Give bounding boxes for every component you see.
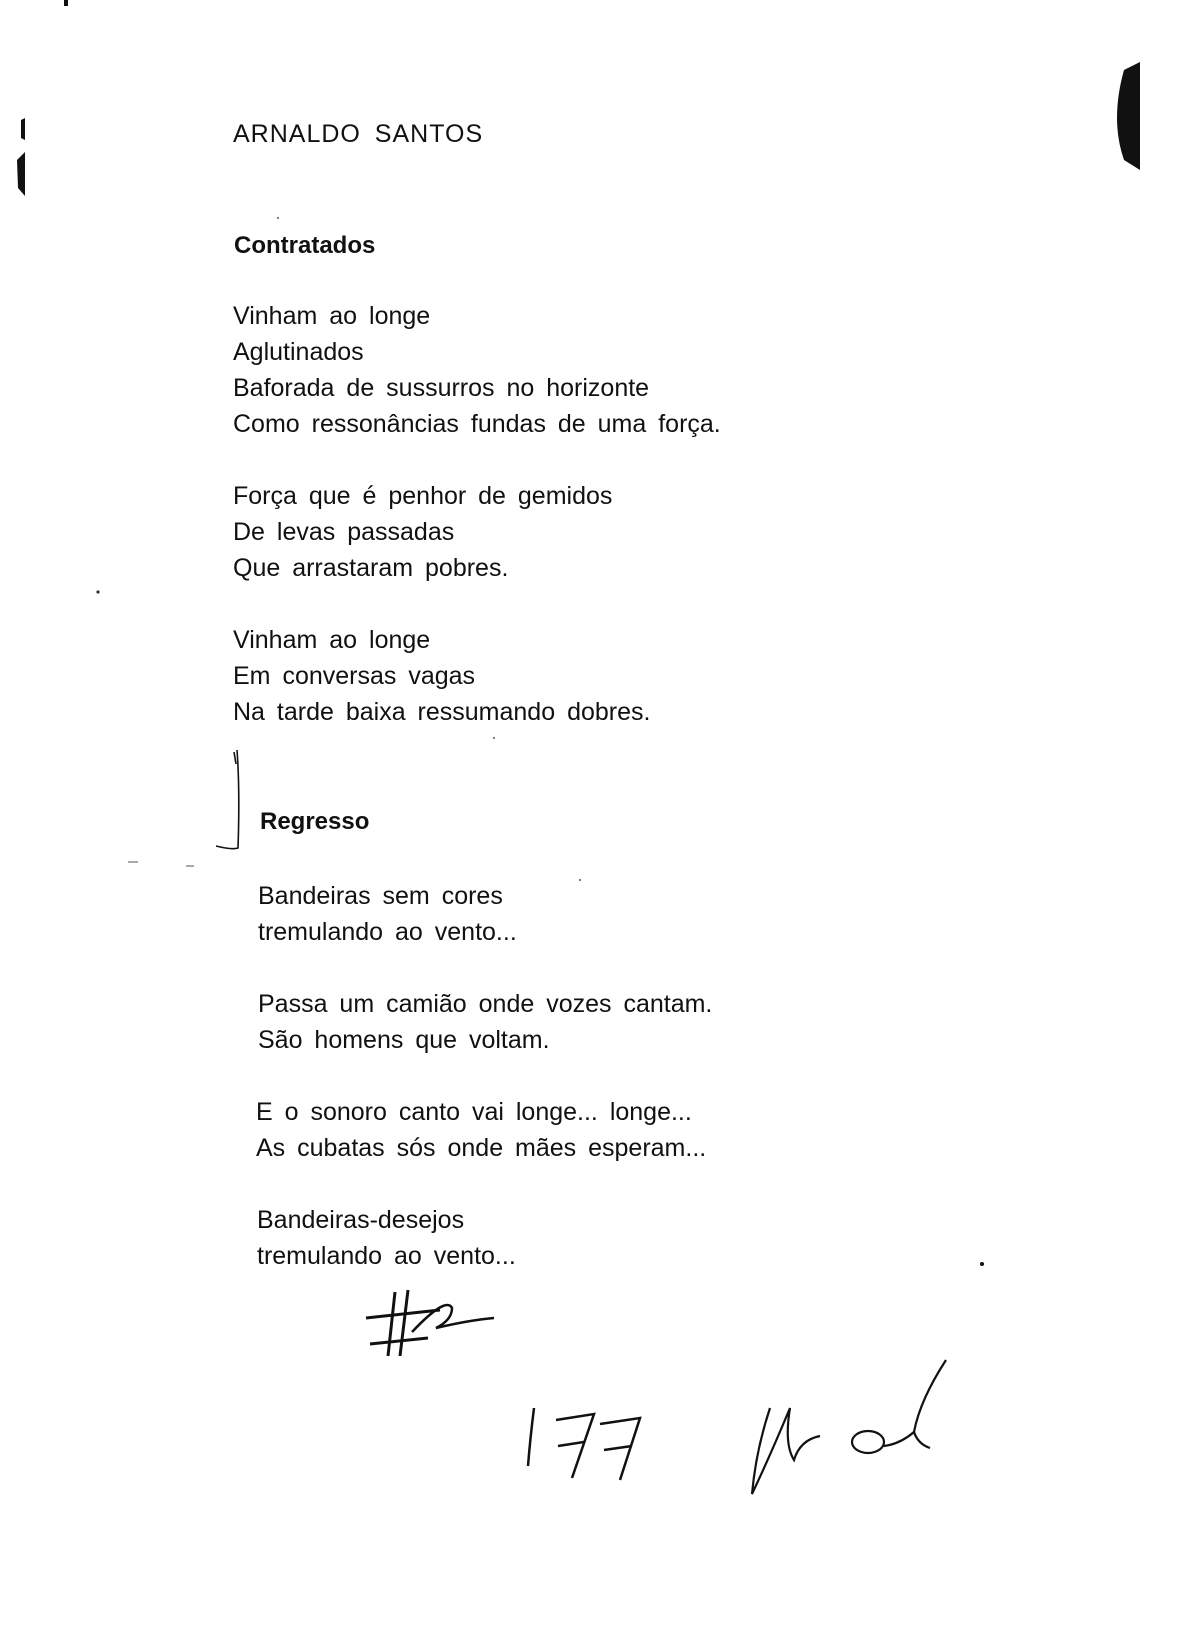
poem-line: E o sonoro canto vai longe... longe... <box>256 1098 692 1126</box>
poem-title: Regresso <box>260 808 370 835</box>
author-name: ARNALDO SANTOS <box>233 120 484 148</box>
poem-line: De levas passadas <box>233 518 455 546</box>
signature-stroke <box>752 1408 820 1494</box>
poem-line: Vinham ao longe <box>233 626 431 654</box>
signature-stroke <box>914 1432 930 1448</box>
poem-line: Bandeiras-desejos <box>257 1206 465 1234</box>
poem-line: As cubatas sós onde mães esperam... <box>256 1134 707 1162</box>
poem-line: tremulando ao vento... <box>257 1242 516 1270</box>
poem-line: Aglutinados <box>233 338 364 366</box>
poem-line: Bandeiras sem cores <box>258 882 503 910</box>
poem-line: tremulando ao vento... <box>258 918 517 946</box>
poem-line: Como ressonâncias fundas de uma força. <box>233 410 721 438</box>
poem-line: Vinham ao longe <box>233 302 431 330</box>
poem-line: Baforada de sussurros no horizonte <box>233 374 650 402</box>
signature-stroke <box>852 1431 884 1453</box>
poem-line: São homens que voltam. <box>258 1026 550 1054</box>
poem-line: Na tarde baixa ressumando dobres. <box>233 698 651 726</box>
poem-line: Passa um camião onde vozes cantam. <box>258 990 713 1018</box>
poem-title: Contratados <box>234 232 376 259</box>
poem-line: Em conversas vagas <box>233 662 476 690</box>
poem-line: Força que é penhor de gemidos <box>233 482 613 510</box>
poem-line: Que arrastaram pobres. <box>233 554 509 582</box>
